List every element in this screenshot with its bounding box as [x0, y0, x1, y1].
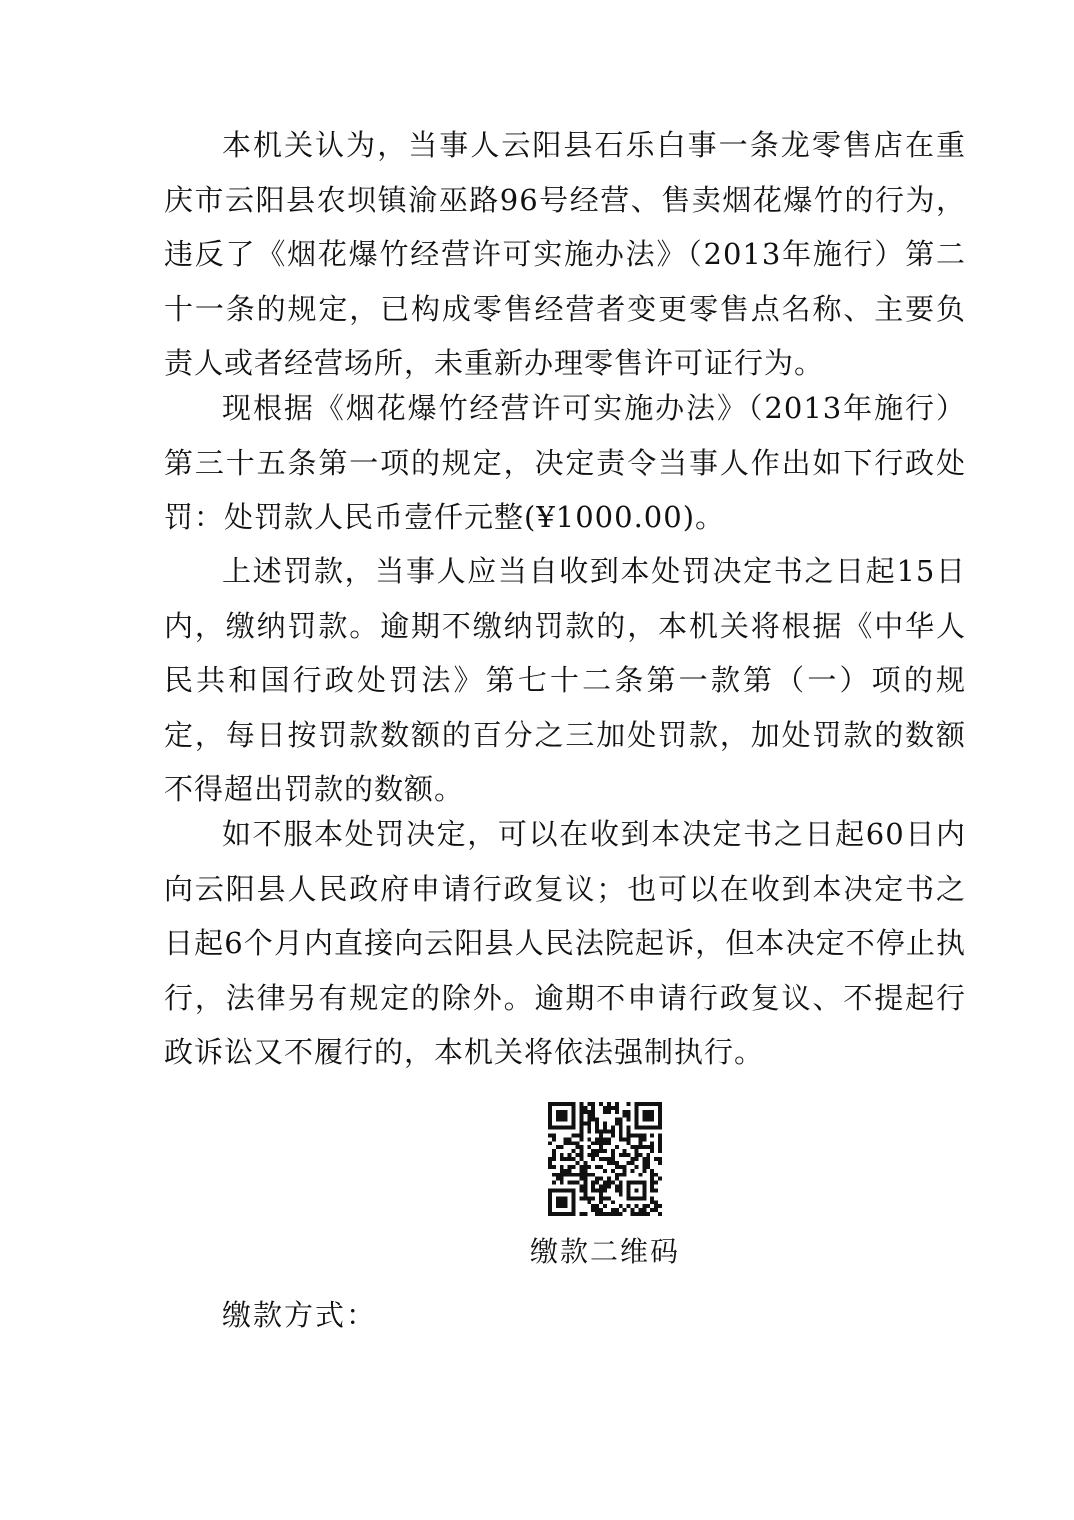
paragraph-penalty-decision: 现根据《烟花爆竹经营许可实施办法》（2013年施行）第三十五条第一项的规定，决定责令当事人作出如下行政处罚：处罚款人民币壹仟元整(¥1000.00)。	[164, 391, 966, 534]
paragraph-appeal-rights: 如不服本处罚决定，可以在收到本决定书之日起60日内向云阳县人民政府申请行政复议；也可以在收到本决定书之日起6个月内直接向云阳县人民法院起诉，但本决定不停止执行，法律另有规定的除外。逾期不申请行政复议、不提起行政诉讼又不履行的，本机关将依法强制执行。	[164, 817, 966, 1069]
paragraph-violation-finding: 本机关认为，当事人云阳县石乐白事一条龙零售店在重庆市云阳县农坝镇渝巫路96号经营、售卖烟花爆竹的行为，违反了《烟花爆竹经营许可实施办法》（2013年施行）第二十一条的规定，已构成零售经营者变更零售点名称、主要负责人或者经营场所，未重新办理零售许可证行为。	[164, 128, 966, 380]
paragraph-payment-deadline: 上述罚款，当事人应当自收到本处罚决定书之日起15日内，缴纳罚款。逾期不缴纳罚款的，本机关将根据《中华人民共和国行政处罚法》第七十二条第一款第（一）项的规定，每日按罚款数额的百分之三加处罚款，加处罚款的数额不得超出罚款的数额。	[164, 554, 966, 806]
qr-code-icon	[548, 1102, 662, 1216]
qr-code-caption: 缴款二维码	[529, 1235, 680, 1268]
payment-method-label: 缴款方式：	[222, 1298, 378, 1332]
